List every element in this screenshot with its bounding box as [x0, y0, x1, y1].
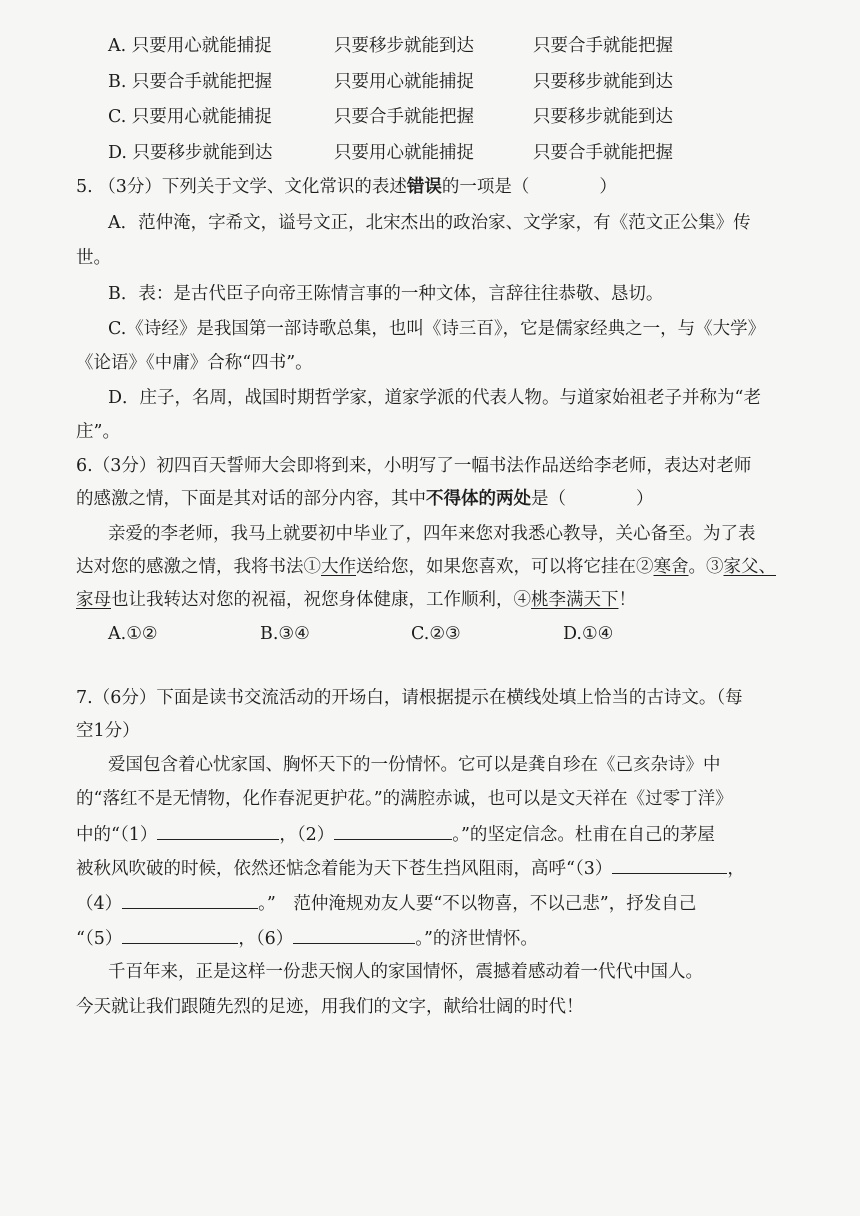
q6-stem-emphasis: 不得体的两处: [426, 489, 531, 509]
option-c-col3: 只要移步就能到达: [533, 107, 673, 127]
q7-passage-line8: 今天就让我们跟随先烈的足迹，用我们的文字，献给壮阔的时代！: [76, 997, 584, 1017]
fill-blank-4[interactable]: [122, 890, 258, 909]
q6-choice-a: A.①②: [108, 624, 158, 644]
option-b-col3: 只要移步就能到达: [533, 72, 673, 92]
q7-text-6: （4）: [76, 894, 123, 914]
q7-text-5: ，: [727, 859, 745, 879]
fill-blank-1[interactable]: [157, 821, 279, 840]
q7-text-8: “（5）: [76, 929, 123, 949]
q7-text-4: 被秋风吹破的时候，依然还惦念着能为天下苍生挡风阻雨，高呼“（3）: [76, 859, 613, 879]
q6-stem-text-1: 的感激之情，下面是其对话的部分内容，其中: [76, 489, 426, 509]
q5-option-d-cont: 庄”。: [76, 422, 120, 442]
q7-text-3: 。”的坚定信念。杜甫在自己的茅屋: [452, 825, 715, 845]
option-a-col1: A. 只要用心就能捕捉: [108, 36, 272, 56]
q7-passage-line5: [76, 890, 696, 916]
q6-choice-b: B.③④: [260, 624, 310, 644]
option-d-col3: 只要合手就能把握: [533, 143, 673, 163]
q7-text-10: 。”的济世情怀。: [415, 929, 538, 949]
option-b-col2: 只要用心就能捕捉: [334, 72, 474, 92]
q7-text-1: 中的“（1）: [76, 825, 158, 845]
q6-underline-3-cont: 家母: [76, 590, 111, 610]
q7-passage-line7: 千百年来，正是这样一份悲天悯人的家国情怀，震撼着感动着一代代中国人。: [108, 962, 703, 982]
q5-option-b: B．表：是古代臣子向帝王陈情言事的一种文体，言辞往往恭敬、恳切。: [108, 284, 664, 304]
q5-stem-text-1: 5. （3分）下列关于文学、文化常识的表述: [76, 177, 407, 197]
q7-passage-line3: [76, 821, 715, 847]
q6-passage-text-3: 。③: [688, 557, 724, 577]
q7-text-2: ，（2）: [279, 825, 335, 845]
q6-passage-line1: 亲爱的李老师，我马上就要初中毕业了，四年来您对我悉心教导，关心备至。为了表: [108, 524, 756, 544]
q5-option-c-cont: 《论语》《中庸》合称“四书”。: [76, 353, 313, 373]
q5-option-d: D．庄子，名周，战国时期哲学家，道家学派的代表人物。与道家始祖老子并称为“老: [108, 388, 761, 408]
fill-blank-6[interactable]: [293, 925, 415, 944]
q6-stem-line1: 6.（3分）初四百天誓师大会即将到来，小明写了一幅书法作品送给李老师，表达对老师: [76, 456, 752, 476]
q7-passage-line2: 的“落红不是无情物，化作春泥更护花。”的满腔赤诚，也可以是文天祥在《过零丁洋》: [76, 789, 733, 809]
q7-stem-line1: 7.（6分）下面是读书交流活动的开场白，请根据提示在横线处填上恰当的古诗文。（每: [76, 688, 743, 708]
q6-passage-line3: [76, 588, 636, 612]
q6-underline-1: 大作: [321, 557, 356, 577]
q6-passage-text-4: 也让我转达对您的祝福，祝您身体健康，工作顺利，④: [111, 590, 531, 610]
q6-passage-text-2: 送给您，如果您喜欢，可以将它挂在②: [356, 557, 654, 577]
q7-text-7: 。” 范仲淹规劝友人要“不以物喜，不以己悲”，抒发自己: [258, 894, 697, 914]
q6-stem-text-2: 是（ ）: [531, 489, 654, 509]
q5-stem-text-2: 的一项是（ ）: [441, 177, 617, 197]
q6-underline-3: 家父、: [723, 557, 776, 577]
q7-passage-line6: [76, 925, 538, 951]
fill-blank-5[interactable]: [122, 925, 238, 944]
option-c-col2: 只要合手就能把握: [334, 107, 474, 127]
option-d-col2: 只要用心就能捕捉: [334, 143, 474, 163]
option-c-col1: C. 只要用心就能捕捉: [108, 107, 272, 127]
option-a-col3: 只要合手就能把握: [533, 36, 673, 56]
q5-option-a-cont: 世。: [76, 248, 111, 268]
q5-option-c: C.《诗经》是我国第一部诗歌总集，也叫《诗三百》，它是儒家经典之一，与《大学》: [108, 319, 766, 339]
q6-passage-text-1: 达对您的感激之情，我将书法①: [76, 557, 321, 577]
q5-stem-emphasis: 错误: [406, 177, 442, 197]
q7-text-9: ，（6）: [238, 929, 294, 949]
option-d-col1: D. 只要移步就能到达: [108, 143, 273, 163]
q7-stem-line2: 空1分）: [76, 721, 140, 741]
q6-choice-d: D.①④: [563, 624, 614, 644]
fill-blank-2[interactable]: [334, 821, 452, 840]
q7-passage-line1: 爱国包含着心忧家国、胸怀天下的一份情怀。它可以是龚自珍在《己亥杂诗》中: [108, 755, 721, 775]
q7-passage-line4: [76, 855, 745, 881]
q5-stem: [76, 175, 617, 199]
q6-passage-line2: [76, 555, 776, 579]
q6-choice-c: C.②③: [411, 624, 461, 644]
q6-passage-text-5: ！: [618, 590, 636, 610]
option-a-col2: 只要移步就能到达: [334, 36, 474, 56]
fill-blank-3[interactable]: [612, 855, 727, 874]
q5-option-a: A．范仲淹，字希文，谥号文正，北宋杰出的政治家、文学家，有《范文正公集》传: [108, 213, 751, 233]
option-b-col1: B. 只要合手就能把握: [108, 72, 272, 92]
q6-stem-line2: [76, 487, 654, 511]
q6-underline-2: 寒舍: [653, 557, 689, 577]
q6-underline-4: 桃李满天下: [531, 590, 619, 610]
